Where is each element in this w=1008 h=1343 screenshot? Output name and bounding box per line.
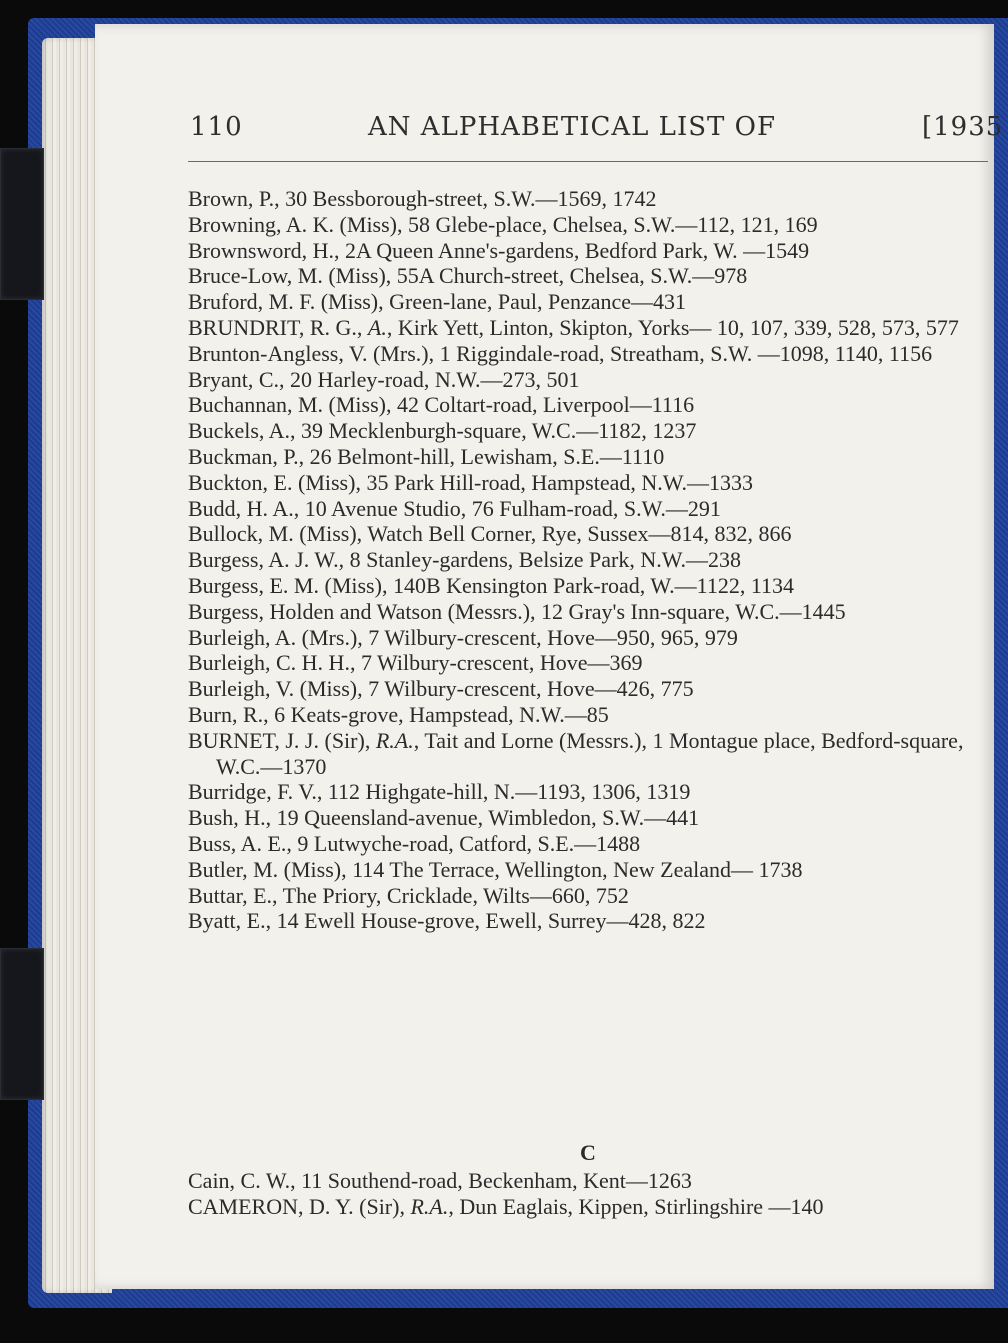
entry-text: Burleigh, C. H. H., 7 Wilbury-crescent, Hove—369 (188, 650, 643, 676)
list-item (188, 367, 988, 393)
entry-text: Brown, P., 30 Bessborough-street, S.W.—1569, 1742 (188, 186, 657, 211)
entry-text: Browning, A. K. (Miss), 58 Glebe-place, Chelsea, S.W.—112, 121, 169 (188, 211, 818, 237)
entry-honour: R.A. (410, 1193, 449, 1219)
entry-text: Brunton-Angless, V. (Mrs.), 1 Riggindale-road, Streatham, S.W. —1098, 1140, 1156 (188, 340, 933, 366)
list-item (188, 625, 988, 651)
list-item (188, 883, 988, 909)
list-item (188, 702, 988, 728)
entry-text: Buss, A. E., 9 Lutwyche-road, Catford, S.E.—1488 (188, 830, 641, 856)
list-item (188, 676, 988, 702)
entry-text: Brownsword, H., 2A Queen Anne's-gardens, Bedford Park, W. —1549 (188, 237, 810, 263)
binding-strap-bottom (0, 948, 44, 1100)
list-item (188, 1168, 988, 1194)
list-item (188, 263, 988, 289)
entry-text: Cain, C. W., 11 Southend-road, Beckenham, Kent—1263 (188, 1168, 692, 1193)
entry-honour: R.A. (375, 727, 414, 753)
list-item (188, 444, 988, 470)
entry-text: Buttar, E., The Priory, Cricklade, Wilts—660, 752 (188, 882, 629, 908)
list-item (188, 418, 988, 444)
binding-strap-top (0, 148, 44, 300)
entries-list-b (188, 186, 988, 934)
entries-list-c (188, 1168, 988, 1220)
running-header (190, 112, 1004, 148)
entry-address: , Kirk Yett, Linton, Skipton, Yorks— 10, 107, 339, 528, 573, 577 (386, 314, 959, 340)
entry-text: Bush, H., 19 Queensland-avenue, Wimbledon, S.W.—441 (188, 805, 700, 831)
running-title: AN ALPHABETICAL LIST OF (368, 112, 776, 142)
entry-text: Burgess, E. M. (Miss), 140B Kensington Park-road, W.—1122, 1134 (188, 572, 795, 598)
entry-text: Buckman, P., 26 Belmont-hill, Lewisham, S.E.—1110 (188, 443, 665, 469)
entry-text: Burleigh, V. (Miss), 7 Wilbury-crescent, Hove—426, 775 (188, 676, 694, 702)
list-item (188, 496, 988, 522)
list-item (188, 908, 988, 934)
entry-text: Bullock, M. (Miss), Watch Bell Corner, Rye, Sussex—814, 832, 866 (188, 521, 792, 547)
page-number: 110 (190, 112, 243, 142)
list-item (188, 857, 988, 883)
header-rule (188, 161, 988, 162)
section-letter: C (580, 1140, 596, 1165)
list-item (188, 547, 988, 573)
entry-text: Bryant, C., 20 Harley-road, N.W.—273, 501 (188, 366, 580, 392)
list-item (188, 1194, 988, 1220)
entry-text: Burn, R., 6 Keats-grove, Hampstead, N.W.—85 (188, 701, 609, 727)
list-item (188, 521, 988, 547)
entry-name: BURNET, J. J. (Sir), (188, 727, 376, 753)
entry-text: Burgess, Holden and Watson (Messrs.), 12 Gray's Inn-square, W.C.—1445 (188, 598, 846, 624)
entry-name: CAMERON, D. Y. (Sir), (188, 1193, 411, 1219)
entry-address: , Dun Eaglais, Kippen, Stirlingshire —140 (448, 1193, 824, 1219)
entry-text: Byatt, E., 14 Ewell House-grove, Ewell, Surrey—428, 822 (188, 908, 706, 934)
list-item (188, 238, 988, 264)
list-item (188, 315, 988, 341)
list-item (188, 186, 988, 212)
list-item (188, 599, 988, 625)
entry-text: Buckton, E. (Miss), 35 Park Hill-road, Hampstead, N.W.—1333 (188, 469, 754, 495)
entry-text: Burridge, F. V., 112 Highgate-hill, N.—1193, 1306, 1319 (188, 779, 691, 805)
entry-text: Bruce-Low, M. (Miss), 55A Church-street, Chelsea, S.W.—978 (188, 263, 748, 289)
list-item (188, 470, 988, 496)
entry-text: Butler, M. (Miss), 114 The Terrace, Wellington, New Zealand— 1738 (188, 856, 803, 882)
entry-text: Burleigh, A. (Mrs.), 7 Wilbury-crescent, Hove—950, 965, 979 (188, 624, 738, 650)
entry-text: Budd, H. A., 10 Avenue Studio, 76 Fulham-road, S.W.—291 (188, 495, 721, 521)
entry-text: Burgess, A. J. W., 8 Stanley-gardens, Belsize Park, N.W.—238 (188, 547, 742, 573)
entry-name: BRUNDRIT, R. G., (188, 314, 368, 340)
header-year: [1935 (922, 112, 1004, 142)
list-item (188, 805, 988, 831)
entry-text: Buchannan, M. (Miss), 42 Coltart-road, Liverpool—1116 (188, 392, 695, 418)
section-c (188, 1140, 988, 1220)
list-item (188, 779, 988, 805)
list-item (188, 212, 988, 238)
entry-address: , Tait and Lorne (Messrs.), 1 Montague place, Bedford-square, W.C.—1370 (216, 727, 964, 779)
entry-text: Bruford, M. F. (Miss), Green-lane, Paul, Penzance—431 (188, 289, 687, 315)
list-item (188, 728, 988, 780)
entry-text: Buckels, A., 39 Mecklenburgh-square, W.C.—1182, 1237 (188, 418, 697, 444)
entry-honour: A. (367, 314, 387, 340)
list-item (188, 289, 988, 315)
list-item (188, 573, 988, 599)
list-item (188, 650, 988, 676)
list-item (188, 341, 988, 367)
list-item (188, 831, 988, 857)
list-item (188, 392, 988, 418)
